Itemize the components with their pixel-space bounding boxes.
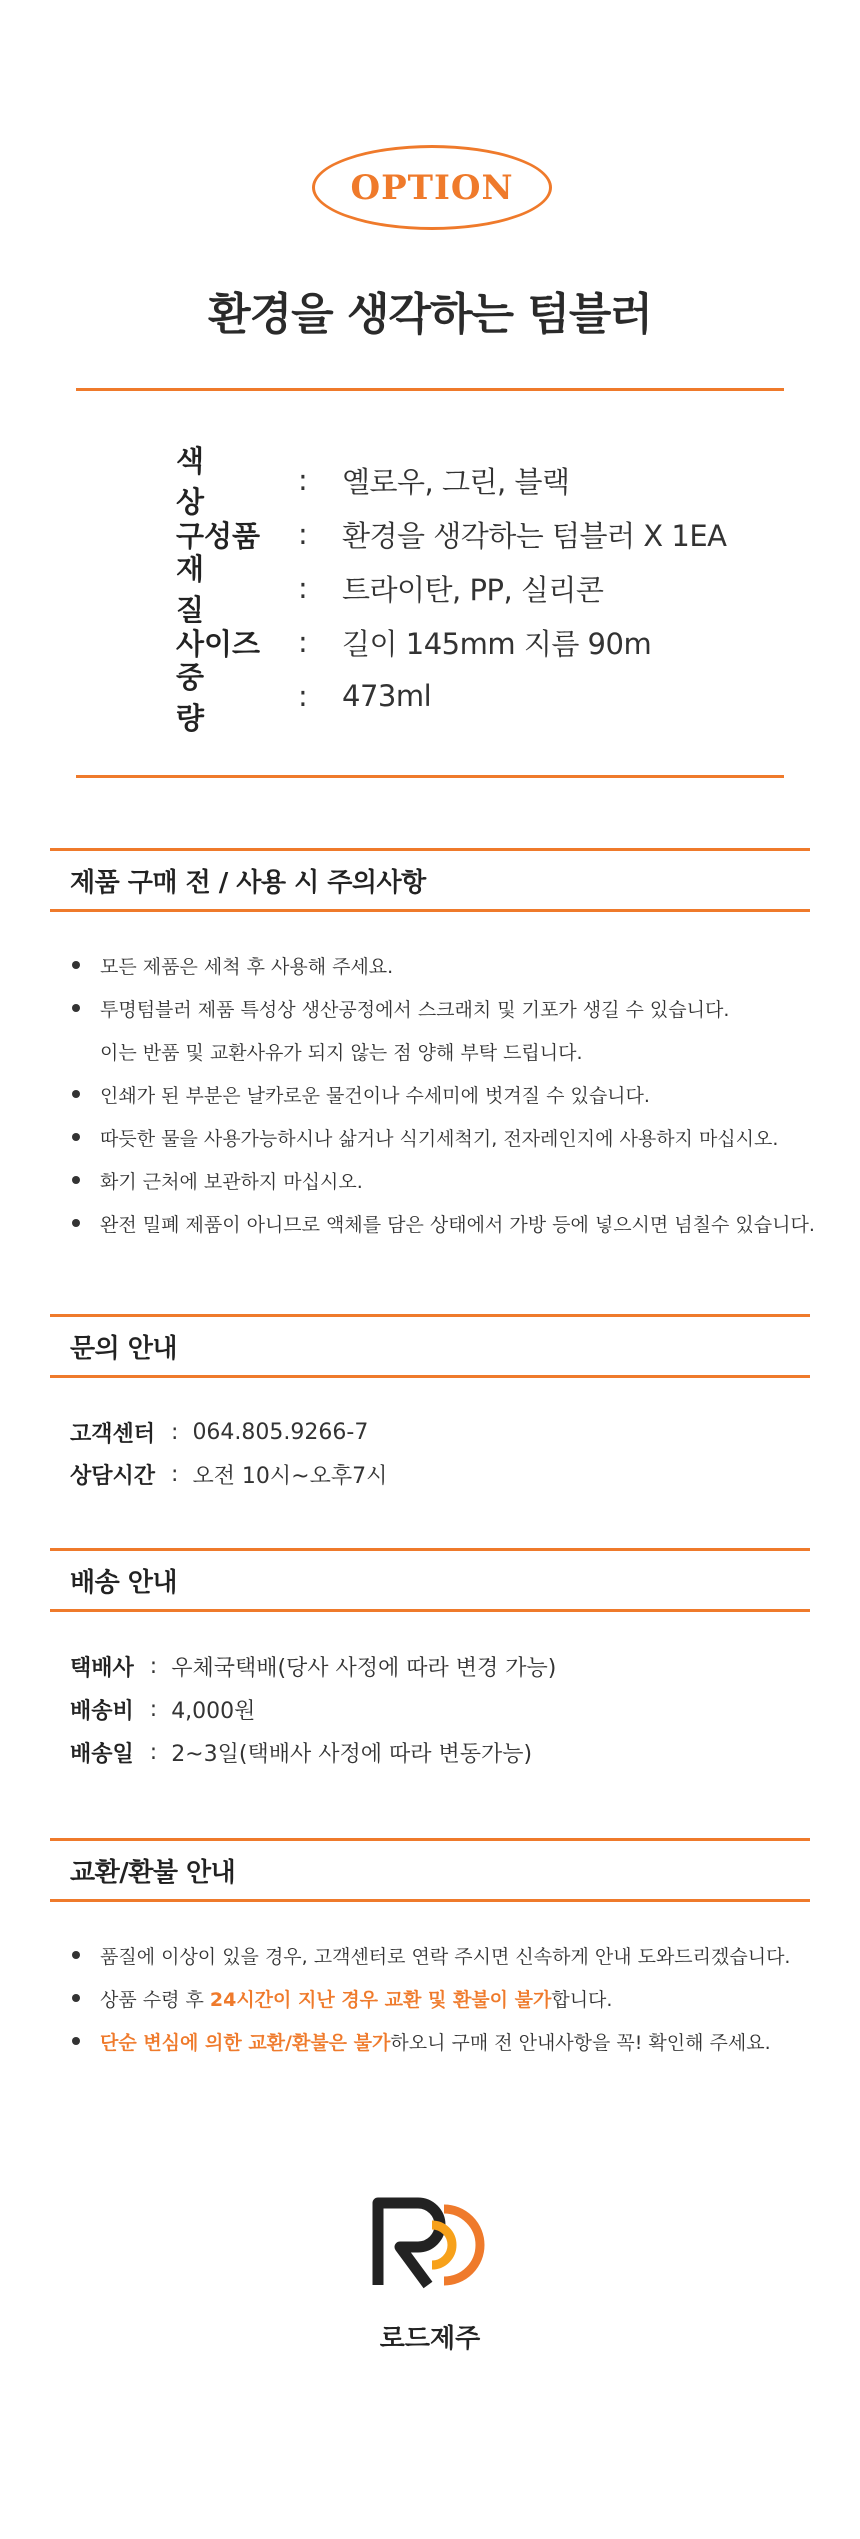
text-highlight: 단순 변심에 의한 교환/환불은 불가: [100, 2031, 391, 2054]
list-item-text: 화기 근처에 보관하지 마십시오.: [100, 1170, 363, 1193]
text-plain: 합니다.: [551, 1988, 613, 2011]
spec-row-color: [176, 444, 570, 519]
brand-name: 로드제주: [379, 2324, 481, 2354]
spec-colon: :: [298, 679, 308, 713]
section-title: 제품 구매 전 / 사용 시 주의사항: [70, 867, 426, 898]
info-row-hours: [70, 1455, 387, 1493]
info-colon: :: [171, 1461, 179, 1487]
info-value: 2~3일(택배사 사정에 따라 변동가능): [171, 1741, 533, 1767]
divider-specs-bottom: [76, 775, 784, 778]
bullet-icon: [72, 1090, 80, 1098]
bullet-icon: [72, 1004, 80, 1012]
list-item-text: [100, 2028, 771, 2055]
info-colon: :: [171, 1419, 179, 1445]
list-item-text: 완전 밀폐 제품이 아니므로 액체를 담은 상태에서 가방 등에 넣으시면 넘칠수 있습니다.: [100, 1213, 815, 1236]
section-header-inquiry: [50, 1314, 810, 1378]
info-row-shipping-days: [70, 1733, 532, 1771]
section-header-shipping: [50, 1548, 810, 1612]
section-title: 배송 안내: [70, 1567, 178, 1598]
info-label: 배송일: [70, 1741, 134, 1767]
list-item-text: 모든 제품은 세척 후 사용해 주세요.: [100, 955, 394, 978]
spec-row-material: [176, 552, 604, 627]
spec-colon: :: [298, 571, 308, 605]
info-colon: :: [149, 1696, 158, 1722]
info-row-shipping-fee: [70, 1690, 255, 1728]
section-header-caution: [50, 848, 810, 912]
divider-top: [76, 388, 784, 391]
info-value: 우체국택배(당사 사정에 따라 변경 가능): [171, 1655, 557, 1681]
list-item: [72, 2026, 832, 2056]
bullet-icon: [72, 1176, 80, 1184]
section-title: 교환/환불 안내: [70, 1857, 236, 1888]
spec-colon: :: [298, 517, 308, 551]
info-colon: :: [149, 1653, 158, 1679]
spec-value: 트라이탄, PP, 실리콘: [342, 572, 604, 607]
bullet-icon: [72, 1994, 80, 2002]
text-plain: 하오니 구매 전 안내사항을 꼭! 확인해 주세요.: [390, 2031, 771, 2054]
spec-value: 옐로우, 그린, 블랙: [342, 464, 570, 499]
bullet-icon: [72, 1219, 80, 1227]
spec-label: 사이즈: [176, 626, 261, 661]
bullet-icon: [72, 1133, 80, 1141]
rd-logo-icon: [370, 2185, 490, 2295]
list-item: [72, 1983, 832, 2013]
text-plain: 상품 수령 후: [100, 1988, 210, 2011]
info-label: 고객센터: [70, 1421, 156, 1447]
list-item: [72, 950, 832, 980]
product-title: 환경을 생각하는 텀블러: [208, 289, 652, 340]
option-badge: [312, 145, 552, 230]
spec-colon: :: [298, 625, 308, 659]
bullet-icon: [72, 961, 80, 969]
info-label: 배송비: [70, 1698, 134, 1724]
info-value: 오전 10시~오후7시: [192, 1463, 388, 1489]
list-item: [72, 1208, 832, 1238]
list-item-text: 따듯한 물을 사용가능하시나 삶거나 식기세척기, 전자레인지에 사용하지 마십시오.: [100, 1127, 779, 1150]
section-title: 문의 안내: [70, 1333, 178, 1364]
info-row-courier: [70, 1647, 556, 1685]
option-badge-label: OPTION: [350, 167, 514, 208]
info-label: 상담시간: [70, 1463, 156, 1489]
list-item: [72, 1122, 832, 1152]
info-value: 4,000원: [171, 1698, 256, 1724]
spec-label: 재 질: [176, 552, 231, 627]
spec-label: 중 량: [176, 660, 231, 735]
list-item-text: 인쇄가 된 부분은 날카로운 물건이나 수세미에 벗겨질 수 있습니다.: [100, 1084, 650, 1107]
text-highlight: 24시간이 지난 경우 교환 및 환불이 불가: [209, 1988, 552, 2011]
info-label: 택배사: [70, 1655, 134, 1681]
info-value: 064.805.9266-7: [192, 1419, 369, 1445]
spec-row-weight: [176, 660, 432, 735]
spec-value: 환경을 생각하는 텀블러 X 1EA: [342, 518, 727, 553]
list-item-text: 이는 반품 및 교환사유가 되지 않는 점 양해 부탁 드립니다.: [100, 1041, 583, 1064]
list-item-text: [100, 1985, 612, 2012]
list-item-continuation: [100, 1036, 583, 1066]
info-colon: :: [149, 1739, 158, 1765]
bullet-icon: [72, 2037, 80, 2045]
info-row-customer-center: [70, 1413, 368, 1451]
spec-value: 473ml: [342, 679, 432, 713]
list-item: [72, 1079, 832, 1109]
bullet-icon: [72, 1951, 80, 1959]
list-item: [72, 1165, 832, 1195]
list-item-text: 품질에 이상이 있을 경우, 고객센터로 연락 주시면 신속하게 안내 도와드리겠습니다.: [100, 1945, 791, 1968]
section-header-exchange: [50, 1838, 810, 1902]
list-item-text: 투명텀블러 제품 특성상 생산공정에서 스크래치 및 기포가 생길 수 있습니다.: [100, 998, 730, 1021]
spec-label: 색 상: [176, 444, 231, 519]
spec-value: 길이 145mm 지름 90m: [342, 626, 652, 661]
spec-colon: :: [298, 463, 308, 497]
spec-label: 구성품: [176, 518, 261, 553]
list-item: [72, 993, 832, 1023]
list-item: [72, 1940, 832, 1970]
